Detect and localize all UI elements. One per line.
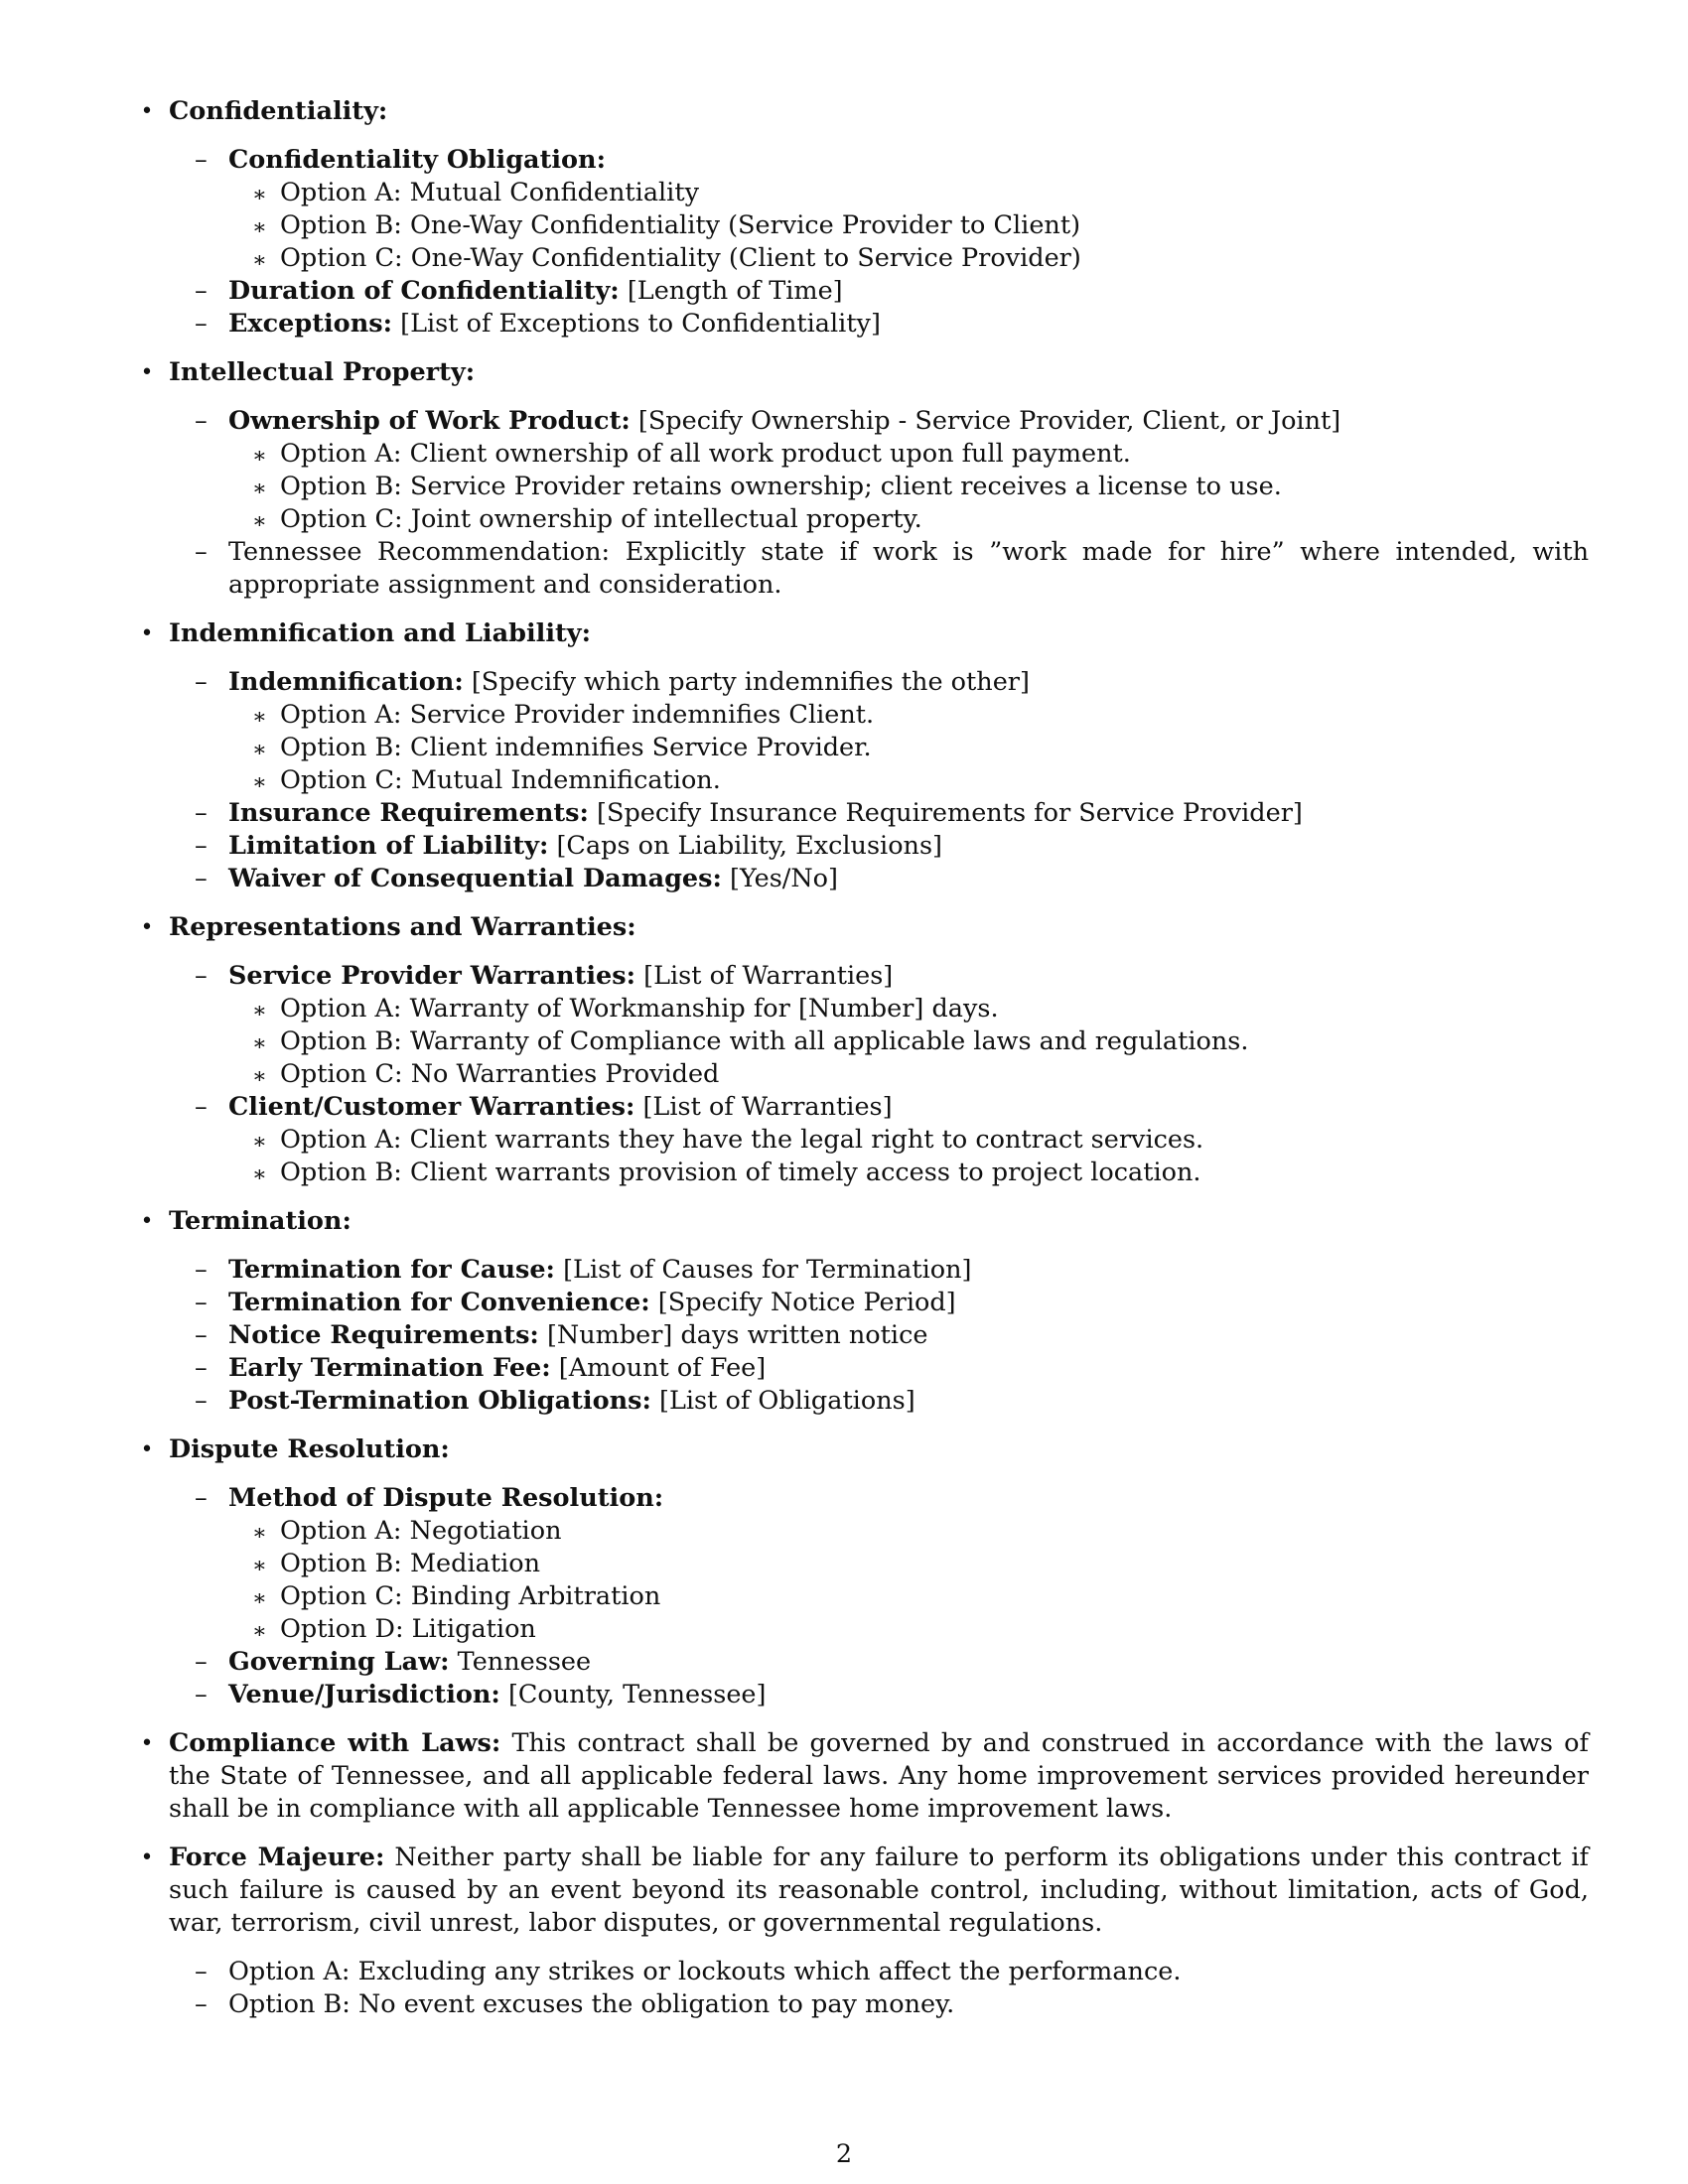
subitem-value: [List of Warranties] <box>643 961 894 991</box>
option-item <box>228 177 1589 209</box>
subitem-list <box>169 666 1589 895</box>
subitem-text <box>228 1352 1589 1385</box>
option-text: Option B: One-Way Confidentiality (Service Provider to Client) <box>280 210 1081 240</box>
section-line <box>169 1205 1589 1238</box>
subitem-list <box>169 405 1589 602</box>
option-text: Option B: Mediation <box>280 1549 541 1578</box>
section-item <box>125 356 1589 602</box>
section-intro-text: Neither party shall be liable for any failure to perform its obligations under this contract if such failure is caused by an event beyond its reasonable control, including, without limitation, acts of God, war, terrorism, civil unrest, labor disputes, or governmental regulations. <box>169 1843 1589 1938</box>
section-item <box>125 1727 1589 1826</box>
dash-icon: – <box>195 864 208 893</box>
subitem <box>169 1287 1589 1319</box>
dash-icon: – <box>195 1680 208 1709</box>
section-line <box>169 1433 1589 1466</box>
option-item <box>228 471 1589 503</box>
subitem-value: Tennessee Recommendation: Explicitly state if work is ”work made for hire” where intended, with appropriate assignment and consideration. <box>228 537 1589 600</box>
asterisk-icon: ∗ <box>252 770 267 795</box>
section-line <box>169 356 1589 389</box>
option-text: Option B: Client warrants provision of timely access to project location. <box>280 1158 1201 1187</box>
asterisk-icon: ∗ <box>252 738 267 762</box>
subitem <box>169 1988 1589 2021</box>
section-item <box>125 1433 1589 1711</box>
asterisk-icon: ∗ <box>252 183 267 207</box>
option-text: Option A: Service Provider indemnifies Client. <box>280 700 875 730</box>
option-text: Option C: Joint ownership of intellectual property. <box>280 504 922 534</box>
asterisk-icon: ∗ <box>252 215 267 240</box>
section-line <box>169 1727 1589 1826</box>
option-item <box>228 1157 1589 1189</box>
subitem-list <box>169 1956 1589 2021</box>
subitem-label: Client/Customer Warranties: <box>228 1092 635 1122</box>
subitem-text <box>228 797 1589 830</box>
subitem-text <box>228 536 1589 602</box>
option-item <box>228 699 1589 732</box>
option-item <box>228 1548 1589 1580</box>
asterisk-icon: ∗ <box>252 1162 267 1187</box>
option-item <box>228 732 1589 764</box>
subitem <box>169 1091 1589 1189</box>
section-line <box>169 617 1589 650</box>
subitem-label: Early Termination Fee: <box>228 1353 551 1383</box>
subitem-text <box>228 666 1589 699</box>
subitem <box>169 960 1589 1091</box>
dash-icon: – <box>195 1353 208 1383</box>
section-item <box>125 617 1589 895</box>
bullet-icon: • <box>140 360 154 385</box>
dash-icon: – <box>195 145 208 175</box>
subitem-text <box>228 308 1589 341</box>
dash-icon: – <box>195 798 208 828</box>
subitem-text <box>228 1482 1589 1515</box>
document-body <box>125 95 1589 2037</box>
subitem-text <box>228 1988 1589 2021</box>
section-item <box>125 911 1589 1189</box>
subitem-value: [List of Obligations] <box>659 1386 915 1416</box>
subitem-value: [List of Warranties] <box>642 1092 893 1122</box>
dash-icon: – <box>195 1255 208 1285</box>
subitem-value: [Specify Ownership - Service Provider, Client, or Joint] <box>637 406 1341 436</box>
subitem-label: Venue/Jurisdiction: <box>228 1680 500 1709</box>
bullet-icon: • <box>140 1731 154 1756</box>
option-text: Option A: Mutual Confidentiality <box>280 178 699 207</box>
option-item <box>228 242 1589 275</box>
option-item <box>228 764 1589 797</box>
subitem <box>169 797 1589 830</box>
subitem <box>169 1254 1589 1287</box>
subitem-value: Tennessee <box>457 1647 592 1677</box>
asterisk-icon: ∗ <box>252 999 267 1024</box>
subitem-label: Notice Requirements: <box>228 1320 539 1350</box>
subitem-label: Termination for Cause: <box>228 1255 555 1285</box>
asterisk-icon: ∗ <box>252 1130 267 1155</box>
section-line <box>169 1842 1589 1940</box>
section-heading: Intellectual Property: <box>169 357 476 387</box>
subitem-label: Termination for Convenience: <box>228 1288 650 1317</box>
subitem-label: Duration of Confidentiality: <box>228 276 620 306</box>
subitem <box>169 1352 1589 1385</box>
subitem-text <box>228 405 1589 438</box>
option-text: Option A: Client warrants they have the legal right to contract services. <box>280 1125 1204 1155</box>
subitem-text <box>228 1319 1589 1352</box>
subitem-list <box>169 144 1589 341</box>
subitem-value: [List of Causes for Termination] <box>563 1255 972 1285</box>
asterisk-icon: ∗ <box>252 1619 267 1644</box>
subitem <box>169 536 1589 602</box>
subitem-value: [Caps on Liability, Exclusions] <box>556 831 943 861</box>
subitem-value: [List of Exceptions to Confidentiality] <box>400 309 881 339</box>
subitem-text <box>228 1646 1589 1679</box>
subitem-value: [County, Tennessee] <box>507 1680 767 1709</box>
subitem <box>169 1679 1589 1711</box>
subitem-label: Insurance Requirements: <box>228 798 589 828</box>
option-text: Option D: Litigation <box>280 1614 536 1644</box>
asterisk-icon: ∗ <box>252 248 267 273</box>
option-item <box>228 1613 1589 1646</box>
subitem-text <box>228 830 1589 863</box>
option-text: Option C: One-Way Confidentiality (Client to Service Provider) <box>280 243 1081 273</box>
dash-icon: – <box>195 1483 208 1513</box>
subitem <box>169 830 1589 863</box>
option-item <box>228 993 1589 1025</box>
section-heading: Confidentiality: <box>169 96 388 126</box>
option-text: Option A: Warranty of Workmanship for [Number] days. <box>280 994 999 1024</box>
subitem-label: Confidentiality Obligation: <box>228 145 607 175</box>
subitem-value: [Number] days written notice <box>546 1320 928 1350</box>
subitem-label: Governing Law: <box>228 1647 450 1677</box>
dash-icon: – <box>195 406 208 436</box>
option-item <box>228 503 1589 536</box>
asterisk-icon: ∗ <box>252 705 267 730</box>
section-heading: Force Majeure: <box>169 1843 385 1872</box>
option-item <box>228 209 1589 242</box>
subitem-text <box>228 1091 1589 1124</box>
bullet-icon: • <box>140 1437 154 1462</box>
subitem-label: Exceptions: <box>228 309 393 339</box>
bullet-icon: • <box>140 99 154 124</box>
dash-icon: – <box>195 961 208 991</box>
subitem-value: [Length of Time] <box>627 276 843 306</box>
section-heading: Compliance with Laws: <box>169 1728 501 1758</box>
subitem <box>169 1646 1589 1679</box>
subitem-label: Ownership of Work Product: <box>228 406 631 436</box>
subitem-text <box>228 1287 1589 1319</box>
subitem <box>169 275 1589 308</box>
subitem-list <box>169 1482 1589 1711</box>
section-line <box>169 911 1589 944</box>
subitem-value: Option A: Excluding any strikes or lockouts which affect the performance. <box>228 1957 1182 1986</box>
option-item <box>228 1515 1589 1548</box>
section-intro-text: This contract shall be governed by and construed in accordance with the laws of the State of Tennessee, and all applicable federal laws. Any home improvement services provided hereunder shall be in compliance with all applicable Tennessee home improvement laws. <box>169 1728 1589 1824</box>
subitem <box>169 863 1589 895</box>
subitem <box>169 1319 1589 1352</box>
dash-icon: – <box>195 537 208 567</box>
section-line <box>169 95 1589 128</box>
subitem-label: Indemnification: <box>228 667 464 697</box>
asterisk-icon: ∗ <box>252 1554 267 1578</box>
asterisk-icon: ∗ <box>252 1064 267 1089</box>
subitem-list <box>169 1254 1589 1418</box>
option-text: Option C: Binding Arbitration <box>280 1581 661 1611</box>
dash-icon: – <box>195 831 208 861</box>
subitem-value: [Specify Insurance Requirements for Service Provider] <box>597 798 1303 828</box>
subitem <box>169 1956 1589 1988</box>
subitem-label: Limitation of Liability: <box>228 831 549 861</box>
subitem-text <box>228 275 1589 308</box>
dash-icon: – <box>195 667 208 697</box>
asterisk-icon: ∗ <box>252 1586 267 1611</box>
dash-icon: – <box>195 1288 208 1317</box>
dash-icon: – <box>195 1989 208 2019</box>
dash-icon: – <box>195 1092 208 1122</box>
subitem-text <box>228 1385 1589 1418</box>
subitem <box>169 1385 1589 1418</box>
subitem <box>169 405 1589 536</box>
subitem-label: Service Provider Warranties: <box>228 961 636 991</box>
page-number: 2 <box>835 2139 853 2169</box>
subitem-label: Waiver of Consequential Damages: <box>228 864 722 893</box>
option-item <box>228 438 1589 471</box>
subitem <box>169 308 1589 341</box>
dash-icon: – <box>195 1320 208 1350</box>
subitem <box>169 666 1589 797</box>
asterisk-icon: ∗ <box>252 1521 267 1546</box>
option-text: Option C: Mutual Indemnification. <box>280 765 721 795</box>
bullet-icon: • <box>140 1209 154 1234</box>
option-text: Option B: Client indemnifies Service Provider. <box>280 733 872 762</box>
subitem-value: [Specify Notice Period] <box>657 1288 956 1317</box>
section-heading: Termination: <box>169 1206 352 1236</box>
subitem-value: [Amount of Fee] <box>558 1353 767 1383</box>
asterisk-icon: ∗ <box>252 509 267 534</box>
subitem-list <box>169 960 1589 1189</box>
dash-icon: – <box>195 1386 208 1416</box>
dash-icon: – <box>195 276 208 306</box>
section-heading: Indemnification and Liability: <box>169 618 592 648</box>
subitem <box>169 1482 1589 1646</box>
subitem-value: [Specify which party indemnifies the other] <box>471 667 1030 697</box>
option-item <box>228 1580 1589 1613</box>
option-text: Option B: Service Provider retains ownership; client receives a license to use. <box>280 472 1282 501</box>
subitem-text <box>228 1956 1589 1988</box>
subitem-text <box>228 1679 1589 1711</box>
section-heading: Representations and Warranties: <box>169 912 636 942</box>
asterisk-icon: ∗ <box>252 477 267 501</box>
subitem-text <box>228 144 1589 177</box>
subitem-value: [Yes/No] <box>730 864 838 893</box>
subitem-label: Method of Dispute Resolution: <box>228 1483 664 1513</box>
dash-icon: – <box>195 1647 208 1677</box>
subitem-value: Option B: No event excuses the obligation to pay money. <box>228 1989 955 2019</box>
option-item <box>228 1124 1589 1157</box>
section-item <box>125 1205 1589 1418</box>
dash-icon: – <box>195 1957 208 1986</box>
bullet-icon: • <box>140 1845 154 1870</box>
section-item <box>125 1842 1589 2021</box>
section-heading: Dispute Resolution: <box>169 1434 450 1464</box>
option-text: Option A: Client ownership of all work product upon full payment. <box>280 439 1131 469</box>
bullet-icon: • <box>140 621 154 646</box>
bullet-icon: • <box>140 915 154 940</box>
section-item <box>125 95 1589 341</box>
option-text: Option B: Warranty of Compliance with all applicable laws and regulations. <box>280 1026 1249 1056</box>
subitem <box>169 144 1589 275</box>
option-text: Option C: No Warranties Provided <box>280 1059 720 1089</box>
dash-icon: – <box>195 309 208 339</box>
option-item <box>228 1058 1589 1091</box>
asterisk-icon: ∗ <box>252 1031 267 1056</box>
option-text: Option A: Negotiation <box>280 1516 562 1546</box>
asterisk-icon: ∗ <box>252 444 267 469</box>
subitem-label: Post-Termination Obligations: <box>228 1386 651 1416</box>
subitem-text <box>228 863 1589 895</box>
subitem-text <box>228 1254 1589 1287</box>
subitem-text <box>228 960 1589 993</box>
option-item <box>228 1025 1589 1058</box>
